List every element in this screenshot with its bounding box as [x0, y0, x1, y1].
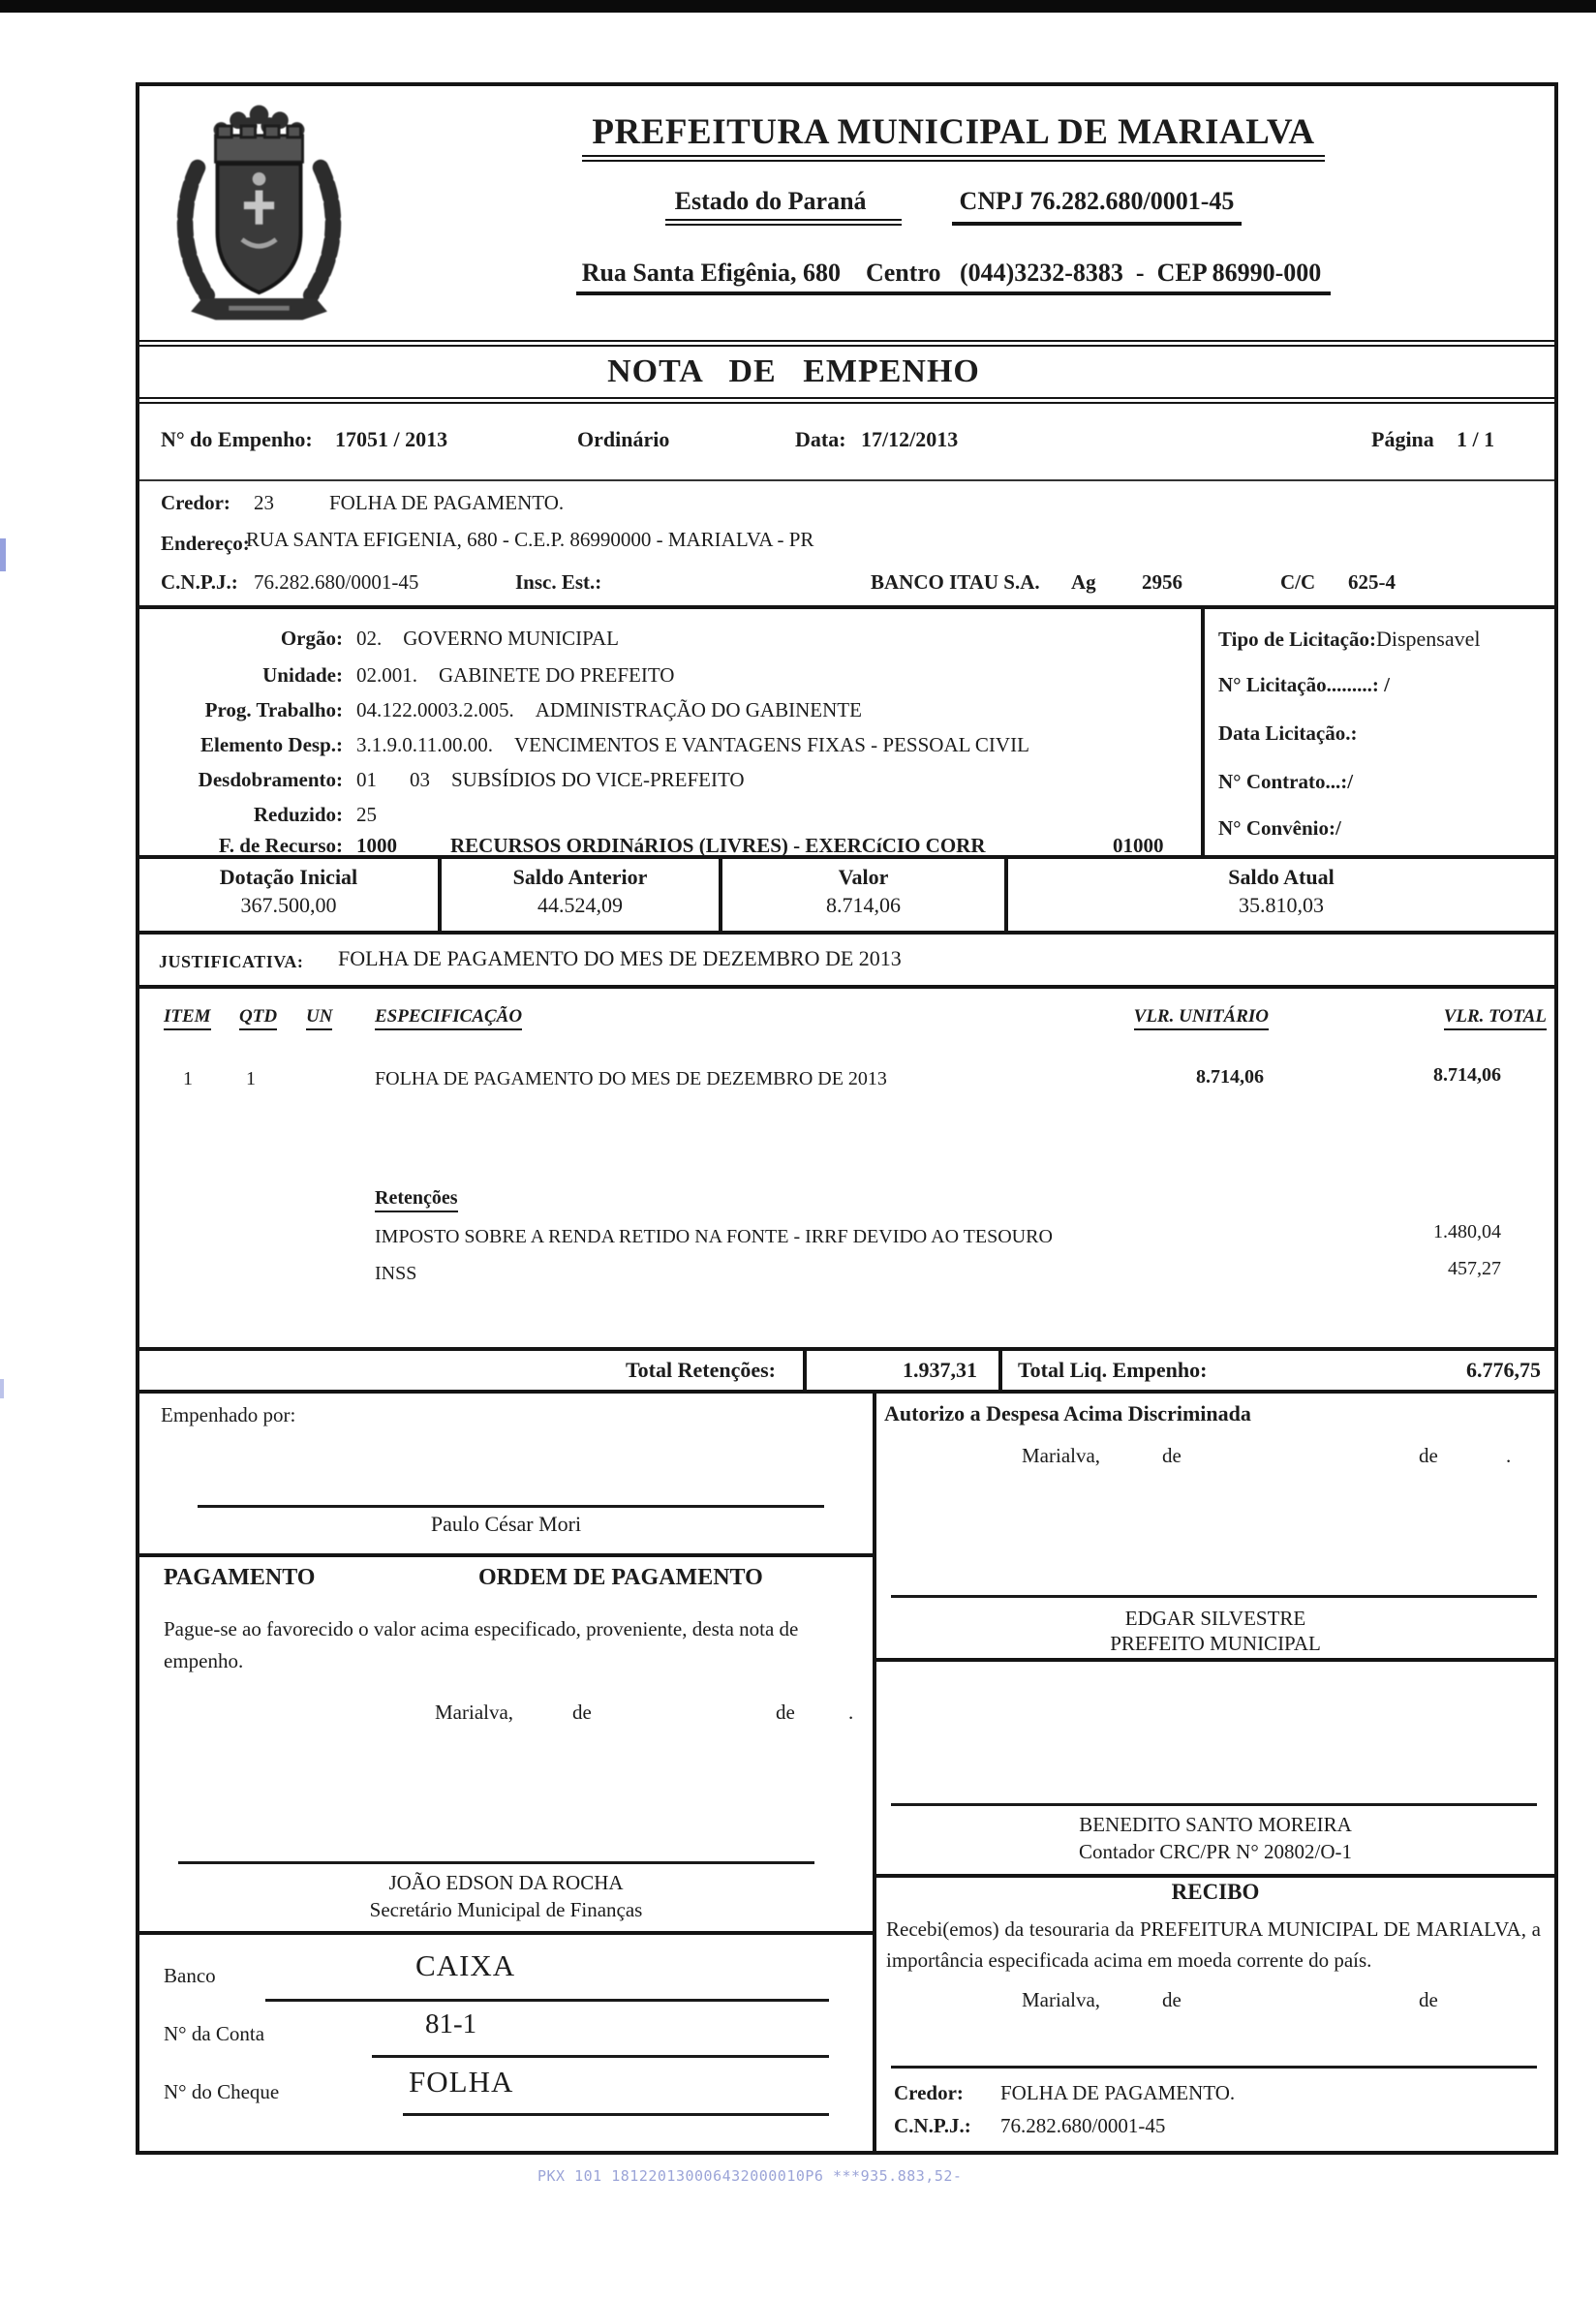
authorization-title: Autorizo a Despesa Acima Discriminada — [884, 1401, 1251, 1425]
scan-edge-strip — [0, 0, 1596, 13]
signature-section — [139, 1394, 1554, 2151]
item-unit-value: 8.714,06 — [1196, 1066, 1264, 1088]
receipt-cell — [876, 1874, 1554, 2151]
date-period: . — [848, 1701, 854, 1724]
receipt-creditor: FOLHA DE PAGAMENTO. — [1000, 2081, 1236, 2104]
creditor-name: FOLHA DE PAGAMENTO. — [329, 491, 565, 514]
net-total-label: Total Liq. Empenho: — [1018, 1358, 1208, 1382]
date-period: . — [1506, 1444, 1512, 1467]
bidding-type-line — [1218, 627, 1480, 652]
state-registration-label: Insc. Est.: — [515, 570, 602, 594]
funding-source-code: 1000 — [356, 834, 397, 857]
appropriation-col — [1008, 859, 1554, 931]
finance-secretary-role: Secretário Municipal de Finanças — [369, 1898, 643, 1921]
account-field-value: 81-1 — [425, 2008, 477, 2039]
value-saldo-anterior: 44.524,09 — [537, 893, 623, 917]
creditor-address: RUA SANTA EFIGENIA, 680 - C.E.P. 86990000 - MARIALVA - PR — [246, 528, 814, 551]
withholding-value: 457,27 — [1448, 1258, 1501, 1279]
contract-number-label: N° Contrato...:/ — [1218, 770, 1354, 793]
committed-by-label: Empenhado por: — [161, 1403, 296, 1426]
appropriation-table — [139, 859, 1554, 935]
work-program-desc: ADMINISTRAÇÃO DO GABINENTE — [535, 698, 862, 721]
cheque-field-line — [403, 2113, 829, 2116]
left-column — [139, 1394, 876, 2151]
empenho-number: 17051 / 2013 — [335, 427, 448, 451]
creditor-block — [139, 481, 1554, 609]
creditor-code: 23 — [254, 491, 274, 514]
breakdown-desc: SUBSÍDIOS DO VICE-PREFEITO — [451, 768, 745, 791]
items-section — [139, 989, 1554, 1347]
classification-row — [159, 627, 619, 651]
funding-source-desc: RECURSOS ORDINáRIOS (LIVRES) - EXERCíCIO CORR — [450, 834, 986, 857]
col-header-item: ITEM — [164, 1006, 211, 1030]
empenho-number-label: N° do Empenho: — [161, 427, 313, 451]
date-of-word: de — [572, 1701, 592, 1724]
bank-validation-print: PKX 101 181220130006432000010P6 ***935.883,52- — [537, 2167, 963, 2185]
finance-secretary-signer: JOÃO EDSON DA ROCHA — [388, 1871, 624, 1894]
nota-de-empenho-form — [136, 82, 1558, 2155]
bank-field-value: CAIXA — [415, 1948, 516, 1982]
funding-source-label: F. de Recurso: — [218, 834, 343, 857]
empenho-number-row — [139, 404, 1554, 481]
date-of-word: de — [1162, 1988, 1182, 2011]
value-dotacao-inicial: 367.500,00 — [240, 893, 337, 917]
classification-row — [159, 733, 1029, 757]
creditor-cnpj: 76.282.680/0001-45 — [254, 570, 419, 594]
bank-account: 625-4 — [1348, 570, 1396, 594]
breakdown-code2: 03 — [410, 768, 430, 791]
committed-by-cell — [139, 1394, 873, 1557]
totals-row — [139, 1347, 1554, 1394]
value-valor: 8.714,06 — [826, 893, 901, 917]
col-header-vlr-unitario: VLR. UNITÁRIO — [1134, 1006, 1269, 1030]
accountant-role: Contador CRC/PR N° 20802/O-1 — [1078, 1840, 1352, 1863]
organ-desc: GOVERNO MUNICIPAL — [403, 627, 619, 650]
value-saldo-atual: 35.810,03 — [1239, 893, 1324, 917]
empenho-date-label: Data: — [795, 427, 846, 451]
bidding-number-label: N° Licitação.........: / — [1218, 673, 1390, 696]
header-section — [139, 86, 1554, 340]
item-qty: 1 — [246, 1068, 256, 1089]
breakdown-label: Desdobramento: — [198, 768, 343, 791]
page-number-label: Página — [1371, 427, 1434, 451]
page-number: 1 / 1 — [1457, 427, 1495, 451]
bank-account-label: C/C — [1280, 570, 1316, 594]
account-field-line — [372, 2055, 829, 2058]
withholdings-title: Retenções — [375, 1187, 458, 1212]
municipal-coat-of-arms-icon — [155, 98, 363, 328]
total-withholdings-label: Total Retenções: — [626, 1358, 776, 1382]
account-field-label: N° da Conta — [164, 2022, 265, 2045]
accountant-cell — [876, 1658, 1554, 1878]
signature-line — [891, 2066, 1537, 2069]
bank-field-line — [265, 1999, 829, 2002]
date-of-word: de — [1162, 1444, 1182, 1467]
cheque-field-value: FOLHA — [409, 2065, 514, 2099]
justification-text: FOLHA DE PAGAMENTO DO MES DE DEZEMBRO DE 2013 — [338, 946, 902, 970]
bank-agency-label: Ag — [1071, 570, 1096, 594]
funding-source-extra-code: 01000 — [1113, 834, 1164, 857]
bank-name: BANCO ITAU S.A. — [871, 570, 1040, 594]
classification-row — [159, 768, 745, 792]
signature-line — [198, 1505, 824, 1508]
bank-field-label: Banco — [164, 1964, 216, 1987]
creditor-cnpj-label: C.N.P.J.: — [161, 570, 238, 594]
total-withholdings-value: 1.937,31 — [903, 1358, 977, 1382]
date-of-word: de — [1419, 1988, 1438, 2011]
classification-row — [159, 803, 398, 827]
document-title-band — [139, 340, 1554, 404]
withholding-value: 1.480,04 — [1433, 1221, 1501, 1242]
mayor-role: PREFEITO MUNICIPAL — [1110, 1632, 1321, 1655]
item-spec: FOLHA DE PAGAMENTO DO MES DE DEZEMBRO DE 2013 — [375, 1068, 887, 1089]
unit-desc: GABINETE DO PREFEITO — [439, 663, 675, 687]
payment-order-cell — [139, 1553, 873, 1935]
bank-agency: 2956 — [1142, 570, 1182, 594]
expense-element-desc: VENCIMENTOS E VANTAGENS FIXAS - PESSOAL CIVIL — [513, 733, 1029, 756]
expense-element-code: 3.1.9.0.11.00.00. — [356, 733, 493, 756]
city-label: Marialva, — [1022, 1988, 1101, 2011]
budget-classification-block — [139, 609, 1554, 859]
work-program-label: Prog. Trabalho: — [204, 698, 343, 721]
authorization-cell — [876, 1394, 1554, 1662]
bidding-type-value: Dispensavel — [1375, 627, 1481, 651]
withholding-desc: INSS — [375, 1263, 417, 1284]
justification-row — [139, 935, 1554, 989]
reduced-label: Reduzido: — [253, 803, 343, 826]
signature-line — [178, 1861, 814, 1864]
classification-row — [159, 663, 674, 688]
header-cnpj: CNPJ 76.282.680/0001-45 — [952, 187, 1243, 226]
item-number: 1 — [183, 1068, 193, 1089]
organ-code: 02. — [356, 627, 383, 650]
creditor-label: Credor: — [161, 491, 230, 514]
payment-order-body: Pague-se ao favorecido o valor acima especificado, proveniente, desta nota de empenho. — [164, 1617, 799, 1672]
col-header-saldo-anterior: Saldo Anterior — [512, 865, 648, 889]
payment-order-title: ORDEM DE PAGAMENTO — [478, 1565, 763, 1590]
withholding-desc: IMPOSTO SOBRE A RENDA RETIDO NA FONTE - IRRF DEVIDO AO TESOURO — [375, 1226, 1053, 1247]
scan-artifact — [0, 538, 6, 571]
col-header-saldo-atual: Saldo Atual — [1228, 865, 1335, 889]
receipt-cnpj: 76.282.680/0001-45 — [1000, 2114, 1166, 2137]
appropriation-col — [139, 859, 442, 931]
classification-row — [159, 834, 986, 858]
cheque-field-label: N° do Cheque — [164, 2080, 280, 2103]
col-header-dotacao-inicial: Dotação Inicial — [219, 865, 358, 889]
justification-label: JUSTIFICATIVA: — [159, 952, 304, 971]
header-state: Estado do Paraná — [665, 187, 902, 226]
appropriation-col — [722, 859, 1008, 931]
expense-element-label: Elemento Desp.: — [200, 733, 343, 756]
col-header-un: UN — [306, 1006, 332, 1030]
city-label: Marialva, — [435, 1701, 514, 1724]
bidding-date-label: Data Licitação.: — [1218, 721, 1358, 745]
reduced-code: 25 — [356, 803, 377, 826]
empenho-date: 17/12/2013 — [861, 427, 959, 451]
col-header-espec: ESPECIFICAÇÃO — [375, 1006, 522, 1030]
receipt-creditor-label: Credor: — [894, 2081, 964, 2104]
city-label: Marialva, — [1022, 1444, 1101, 1467]
signature-line — [891, 1803, 1537, 1806]
bidding-info-cell — [1201, 609, 1554, 855]
col-header-vlr-total: VLR. TOTAL — [1444, 1006, 1547, 1030]
receipt-title: RECIBO — [1171, 1880, 1260, 1904]
col-header-valor: Valor — [838, 865, 889, 889]
unit-code: 02.001. — [356, 663, 417, 687]
receipt-cnpj-label: C.N.P.J.: — [894, 2114, 971, 2137]
banking-cell — [139, 1931, 873, 2151]
classification-row — [159, 698, 862, 722]
header-address: Rua Santa Efigênia, 680 Centro (044)3232-8383 - CEP 86990-000 — [576, 259, 1332, 295]
organ-label: Orgão: — [280, 627, 343, 650]
document-title: NOTA DE EMPENHO — [607, 353, 980, 389]
creditor-address-label: Endereço: — [161, 532, 250, 555]
date-of-word: de — [1419, 1444, 1438, 1467]
empenho-kind: Ordinário — [577, 427, 670, 451]
scan-artifact — [0, 1379, 4, 1398]
breakdown-code: 01 — [356, 768, 377, 791]
accountant-signer: BENEDITO SANTO MOREIRA — [1079, 1813, 1352, 1836]
agreement-number-label: N° Convênio:/ — [1218, 816, 1341, 840]
payment-title: PAGAMENTO — [164, 1565, 316, 1590]
net-total-value: 6.776,75 — [1466, 1358, 1541, 1382]
signature-line — [891, 1595, 1537, 1598]
work-program-code: 04.122.0003.2.005. — [356, 698, 514, 721]
date-of-word: de — [776, 1701, 795, 1724]
appropriation-col — [442, 859, 722, 931]
unit-label: Unidade: — [262, 663, 343, 687]
col-header-qtd: QTD — [239, 1006, 277, 1030]
committed-by-signer: Paulo César Mori — [430, 1512, 582, 1536]
item-total-value: 8.714,06 — [1433, 1064, 1501, 1086]
page-title: PREFEITURA MUNICIPAL DE MARIALVA — [582, 111, 1324, 162]
right-column — [876, 1394, 1554, 2151]
bidding-type-label: Tipo de Licitação: — [1218, 628, 1376, 651]
receipt-body: Recebi(emos) da tesouraria da PREFEITURA MUNICIPAL DE MARIALVA, a importância especificada acima em moeda corrente do país. — [886, 1917, 1541, 1972]
mayor-signer: EDGAR SILVESTRE — [1124, 1607, 1306, 1630]
